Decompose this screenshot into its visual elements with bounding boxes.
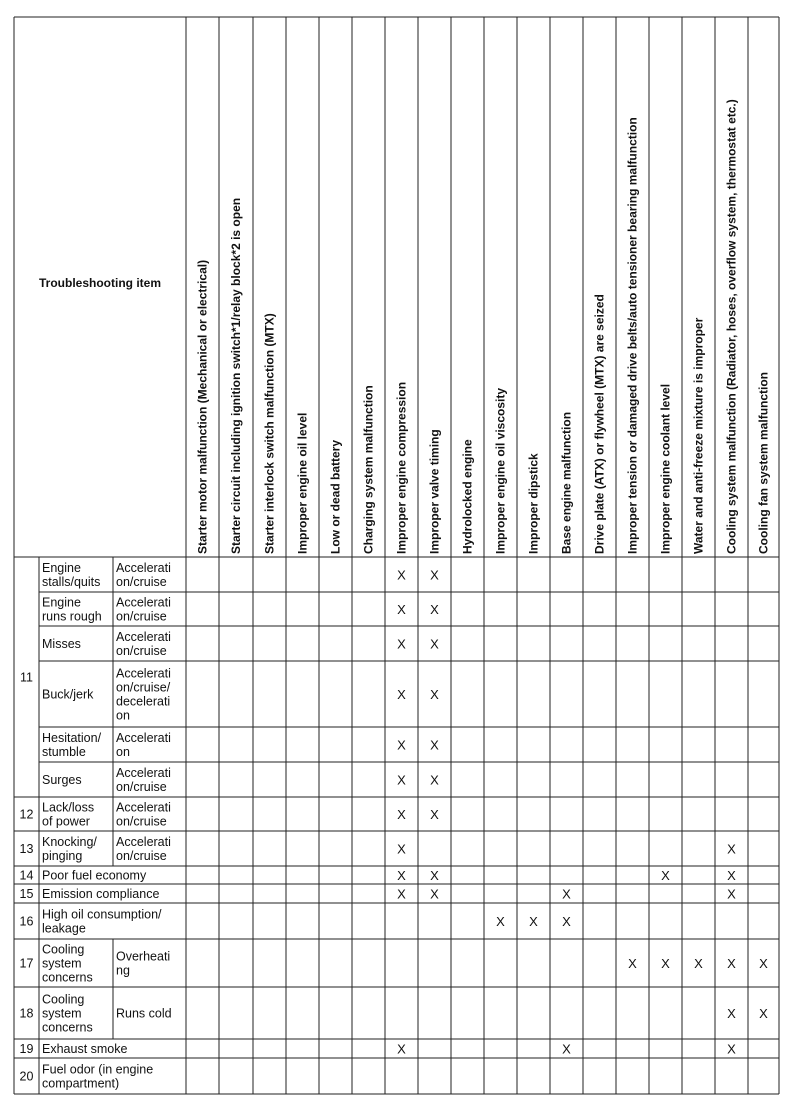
check-mark: X — [759, 1006, 768, 1021]
check-mark: X — [430, 886, 439, 902]
condition-text: on/cruise — [116, 575, 167, 589]
check-mark: X — [727, 1041, 736, 1057]
symptom-text: Buck/jerk — [42, 687, 94, 702]
check-mark: X — [430, 737, 439, 753]
column-header-9: Hydrolocked engine — [460, 439, 475, 554]
table-body — [20, 561, 769, 1091]
row-number: 19 — [19, 1042, 34, 1056]
symptom-text: Fuel odor (in engine — [42, 1062, 154, 1077]
symptom-text: Lack/loss — [42, 800, 95, 815]
symptom-text: leakage — [42, 921, 86, 936]
check-mark: X — [628, 956, 637, 971]
symptom-text: system — [42, 1006, 82, 1021]
column-header-6: Charging system malfunction — [361, 385, 376, 554]
column-header-4: Improper engine oil level — [295, 412, 310, 554]
condition-text: on/cruise — [116, 609, 167, 624]
condition-text: Overheati — [116, 949, 171, 964]
condition-text: on/cruise — [116, 780, 167, 794]
column-header-3: Starter interlock switch malfunction (MTX) — [262, 313, 277, 554]
check-mark: X — [759, 956, 768, 971]
column-header-7: Improper engine compression — [394, 381, 409, 554]
check-mark: X — [430, 687, 439, 702]
check-mark: X — [397, 868, 406, 883]
row-number: 18 — [19, 1006, 34, 1021]
check-mark: X — [397, 687, 406, 702]
condition-text: on/cruise — [116, 644, 167, 658]
check-mark: X — [727, 956, 736, 971]
check-mark: X — [430, 772, 439, 788]
check-mark: X — [694, 956, 703, 971]
row-number: 14 — [19, 868, 34, 883]
check-mark: X — [529, 914, 538, 929]
condition-text: Accelerati — [116, 561, 171, 575]
column-header-18: Cooling fan system malfunction — [756, 371, 771, 554]
symptom-text: pinging — [42, 849, 83, 863]
check-mark: X — [397, 567, 406, 583]
column-header-11: Improper dipstick — [526, 453, 541, 554]
check-mark: X — [562, 886, 571, 902]
check-mark: X — [727, 868, 736, 883]
check-mark: X — [727, 1006, 736, 1021]
column-header-17: Cooling system malfunction (Radiator, hoses, overflow system, thermostat etc.) — [724, 99, 739, 554]
condition-text: ng — [116, 963, 130, 978]
symptom-text: concerns — [42, 1020, 93, 1035]
symptom-text: runs rough — [42, 609, 102, 624]
row-number: 13 — [19, 842, 34, 856]
symptom-text: system — [42, 956, 82, 971]
check-mark: X — [430, 807, 439, 822]
table-header — [39, 99, 771, 554]
check-mark: X — [496, 914, 505, 929]
check-mark: X — [562, 914, 571, 929]
symptom-text: Exhaust smoke — [42, 1042, 128, 1056]
check-mark: X — [430, 868, 439, 883]
condition-text: Runs cold — [116, 1006, 172, 1021]
row-number: 20 — [19, 1069, 34, 1084]
symptom-text: stumble — [42, 745, 86, 759]
column-header-15: Improper engine coolant level — [658, 383, 673, 554]
symptom-text: Engine — [42, 561, 81, 575]
row-number: 16 — [19, 914, 34, 929]
check-mark: X — [397, 1041, 406, 1057]
condition-text: Accelerati — [116, 800, 171, 815]
condition-text: Accelerati — [116, 630, 171, 644]
symptom-text: Poor fuel economy — [42, 868, 147, 883]
symptom-text: Misses — [42, 637, 81, 651]
condition-text: Accelerati — [116, 835, 171, 849]
check-mark: X — [661, 956, 670, 971]
row-number: 11 — [20, 670, 33, 685]
check-mark: X — [661, 868, 670, 883]
column-header-1: Starter motor malfunction (Mechanical or electrical) — [195, 259, 210, 554]
column-header-14: Improper tension or damaged drive belts/auto tensioner bearing malfunction — [625, 117, 640, 554]
condition-text: decelerati — [116, 694, 171, 709]
condition-text: Accelerati — [116, 731, 171, 745]
row-number: 12 — [19, 807, 34, 822]
column-header-13: Drive plate (ATX) or flywheel (MTX) are seized — [592, 294, 607, 554]
condition-text: on — [116, 708, 130, 723]
condition-text: on — [116, 745, 130, 759]
condition-text: on/cruise — [116, 814, 167, 829]
condition-text: Accelerati — [116, 666, 171, 681]
symptom-text: High oil consumption/ — [42, 907, 162, 922]
condition-text: on/cruise/ — [116, 680, 171, 695]
check-mark: X — [397, 636, 406, 652]
symptom-text: Surges — [42, 773, 82, 787]
check-mark: X — [397, 602, 406, 617]
check-mark: X — [727, 886, 736, 902]
check-mark: X — [430, 602, 439, 617]
symptom-text: Cooling — [42, 942, 85, 957]
check-mark: X — [397, 886, 406, 902]
column-header-5: Low or dead battery — [328, 439, 343, 554]
column-header-10: Improper engine oil viscosity — [493, 387, 508, 554]
symptom-text: compartment) — [42, 1076, 120, 1091]
check-mark: X — [430, 567, 439, 583]
check-mark: X — [397, 737, 406, 753]
check-mark: X — [397, 772, 406, 788]
troubleshooting-item-title: Troubleshooting item — [39, 276, 161, 290]
condition-text: Accelerati — [116, 595, 171, 610]
symptom-text: of power — [42, 814, 90, 829]
symptom-text: Knocking/ — [42, 835, 97, 849]
column-header-12: Base engine malfunction — [559, 411, 574, 554]
symptom-text: Emission compliance — [42, 887, 160, 901]
column-header-16: Water and anti-freeze mixture is improper — [691, 317, 706, 554]
column-header-8: Improper valve timing — [427, 429, 442, 554]
condition-text: Accelerati — [116, 766, 171, 780]
symptom-text: stalls/quits — [42, 575, 101, 589]
row-number: 17 — [19, 956, 34, 971]
check-mark: X — [562, 1041, 571, 1057]
symptom-text: concerns — [42, 970, 93, 985]
row-number: 15 — [19, 887, 34, 901]
check-mark: X — [397, 841, 406, 857]
column-header-2: Starter circuit including ignition switch*1/relay block*2 is open — [229, 197, 243, 554]
symptom-text: Hesitation/ — [42, 731, 102, 745]
check-mark: X — [430, 636, 439, 652]
table-grid — [14, 17, 779, 1094]
symptom-text: Cooling — [42, 992, 85, 1007]
check-mark: X — [727, 841, 736, 857]
condition-text: on/cruise — [116, 849, 167, 863]
check-mark: X — [397, 807, 406, 822]
symptom-text: Engine — [42, 595, 81, 610]
